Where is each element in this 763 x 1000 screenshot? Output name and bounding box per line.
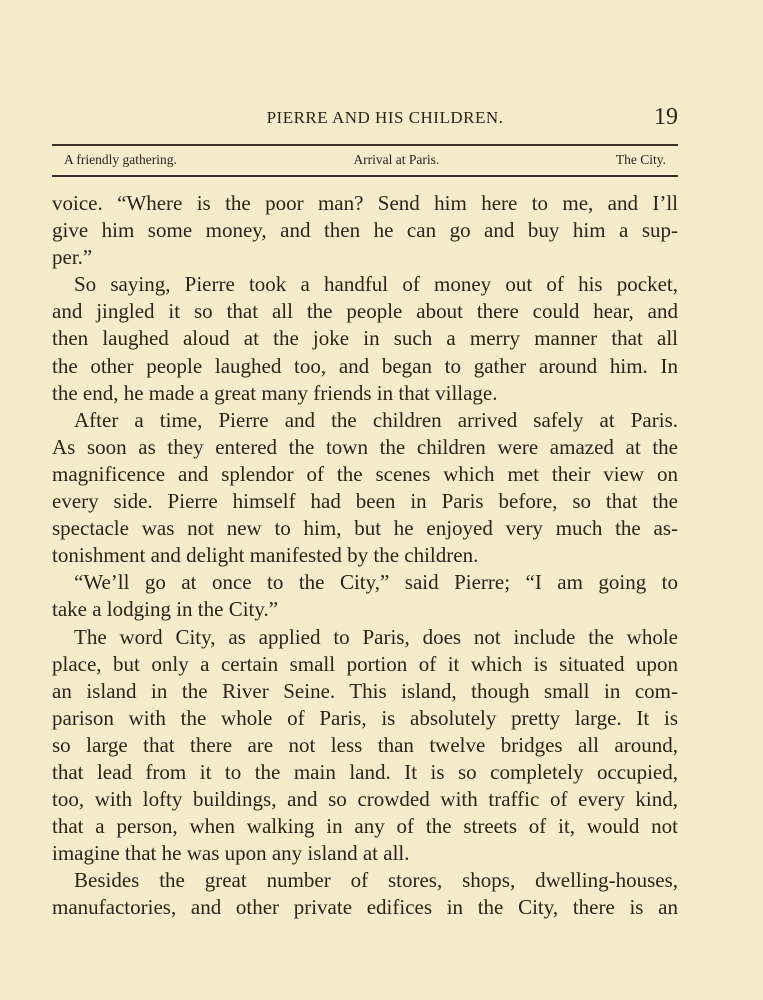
text-line: As soon as they entered the town the children were amazed at the xyxy=(52,434,678,459)
text-line: an island in the River Seine. This island, though small in com- xyxy=(52,678,678,703)
text-line: and jingled it so that all the people about there could hear, and xyxy=(52,299,678,324)
text-line: After a time, Pierre and the children arrived safely at Paris. xyxy=(74,407,678,432)
text-line: The word City, as applied to Paris, does not include the whole xyxy=(74,624,678,649)
paragraph xyxy=(52,271,678,406)
text-line: manufactories, and other private edifices in the City, there is an xyxy=(52,895,678,920)
text-line: So saying, Pierre took a handful of money out of his pocket, xyxy=(74,272,678,297)
text-line: voice. “Where is the poor man? Send him here to me, and I’ll xyxy=(52,191,678,215)
paragraph xyxy=(52,867,678,921)
paragraph xyxy=(52,569,678,623)
text-line: place, but only a certain small portion of it which is situated upon xyxy=(52,651,678,676)
text-line: so large that there are not less than twelve bridges all around, xyxy=(52,732,678,757)
running-head xyxy=(52,104,678,134)
subhead: The City. xyxy=(615,152,666,167)
text-line: that a person, when walking in any of the streets of it, would not xyxy=(52,814,678,839)
top-rule xyxy=(52,144,678,146)
paragraph xyxy=(52,190,678,271)
text-line: that lead from it to the main land. It is so completely occupied, xyxy=(52,759,678,784)
bottom-rule xyxy=(52,175,678,177)
page-number: 19 xyxy=(654,104,678,130)
text-line: Besides the great number of stores, shops, dwelling-houses, xyxy=(74,868,678,893)
text-line: take a lodging in the City.” xyxy=(52,597,279,622)
text-line: the end, he made a great many friends in that village. xyxy=(52,380,498,405)
paragraph xyxy=(52,624,678,868)
section-subheads xyxy=(64,152,666,168)
text-line: parison with the whole of Paris, is absolutely pretty large. It is xyxy=(52,705,678,730)
subhead: A friendly gathering. xyxy=(64,152,177,167)
text-line: the other people laughed too, and began to gather around him. In xyxy=(52,353,678,378)
text-line: then laughed aloud at the joke in such a merry manner that all xyxy=(52,326,678,351)
body-text xyxy=(52,190,678,922)
text-line: give him some money, and then he can go and buy him a sup- xyxy=(52,218,678,243)
running-title: PIERRE AND HIS CHILDREN. xyxy=(266,108,504,127)
text-line: “We’ll go at once to the City,” said Pierre; “I am going to xyxy=(74,570,678,595)
subhead: Arrival at Paris. xyxy=(353,152,440,167)
text-line: every side. Pierre himself had been in Paris before, so that the xyxy=(52,489,678,514)
text-line: per.” xyxy=(52,245,93,270)
text-line: magnificence and splendor of the scenes which met their view on xyxy=(52,461,678,486)
text-line: tonishment and delight manifested by the children. xyxy=(52,543,479,568)
text-line: imagine that he was upon any island at all. xyxy=(52,841,410,866)
text-line: spectacle was not new to him, but he enjoyed very much the as- xyxy=(52,516,678,541)
text-line: too, with lofty buildings, and so crowded with traffic of every kind, xyxy=(52,787,678,812)
paragraph xyxy=(52,407,678,570)
